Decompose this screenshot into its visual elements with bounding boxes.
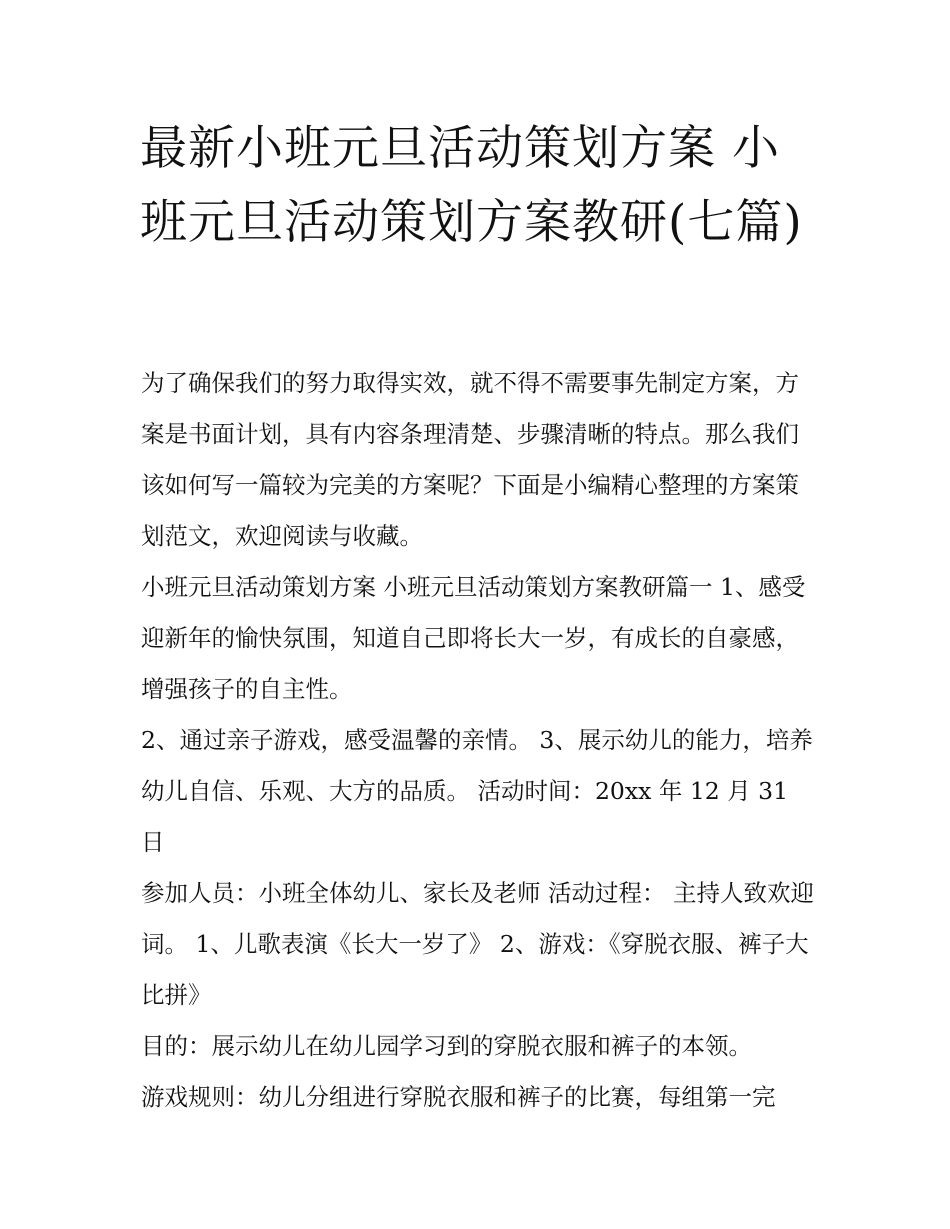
document-title: 最新小班元旦活动策划方案 小班元旦活动策划方案教研(七篇) (140, 121, 803, 250)
paragraph-goal-2-3-time: 2、通过亲子游戏，感受温馨的亲情。 3、展示幼儿的能力，培养幼儿自信、乐观、大方的品质。 活动时间：20xx 年 12 月 31 日 (141, 726, 813, 856)
paragraph-game-rules: 游戏规则：幼儿分组进行穿脱衣服和裤子的比赛，每组第一完 (141, 1083, 776, 1111)
paragraph-intro: 为了确保我们的努力取得实效，就不得不需要事先制定方案，方案是书面计划，具有内容条理清楚、步骤清晰的特点。那么我们该如何写一篇较为完美的方案呢？下面是小编精心整理的方案策划范文，欢迎阅读与收藏。 (141, 369, 799, 550)
paragraph-goal-1: 小班元旦活动策划方案 小班元旦活动策划方案教研篇一 1、感受迎新年的愉快氛围，知道自己即将长大一岁，有成长的自豪感，增强孩子的自主性。 (141, 573, 806, 703)
paragraph-participants-process: 参加人员：小班全体幼儿、家长及老师 活动过程： 主持人致欢迎词。 1、儿歌表演《长大一岁了》 2、游戏：《穿脱衣服、裤子大比拼》 (141, 879, 814, 1009)
paragraph-purpose: 目的：展示幼儿在幼儿园学习到的穿脱衣服和裤子的本领。 (141, 1032, 752, 1060)
document-body (141, 358, 817, 1123)
